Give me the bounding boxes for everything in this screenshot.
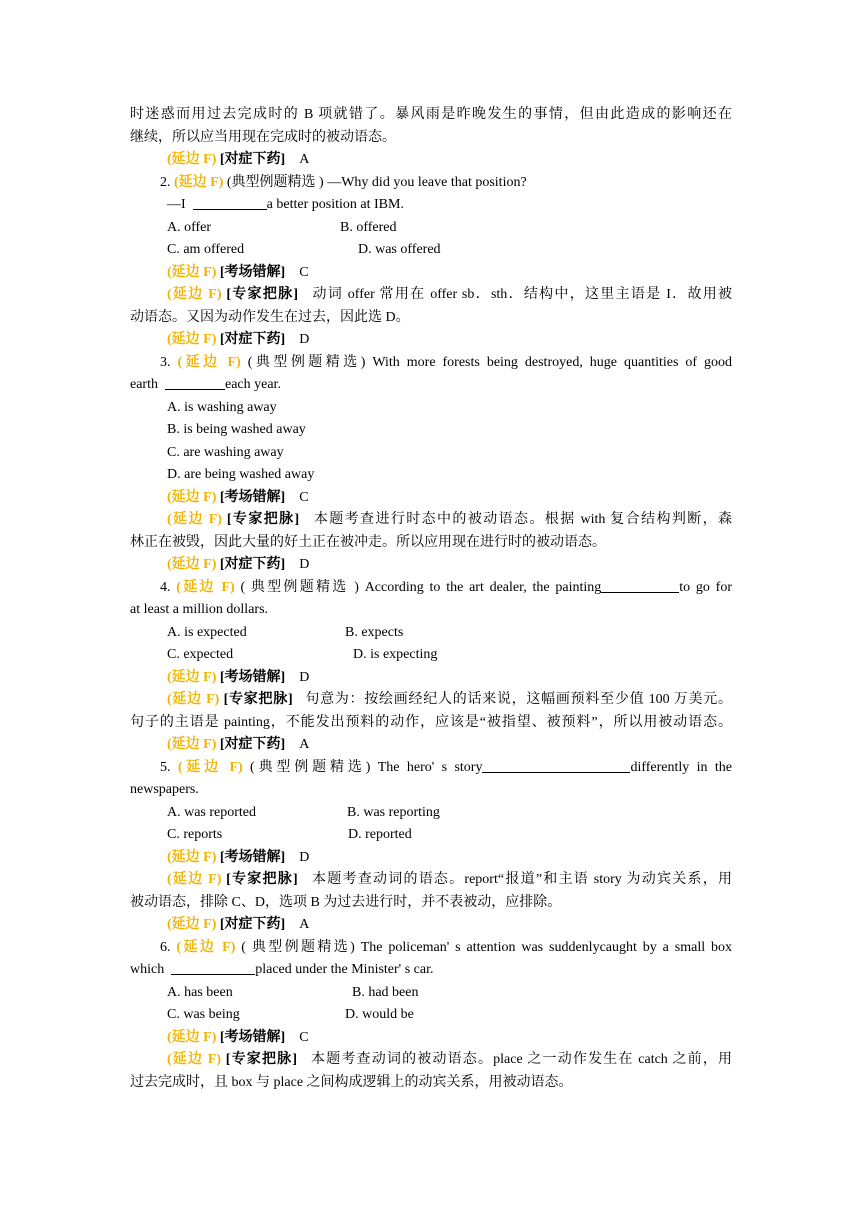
question-number: 3. (160, 354, 171, 370)
source-tag: (延边 F) (167, 669, 217, 685)
question-number: 2. (160, 174, 171, 190)
option-a: A. is washing away (167, 399, 277, 415)
question-2-answer-line (130, 194, 732, 217)
options-row (130, 239, 732, 262)
expert-text: 本题考查动词的被动语态。place 之一动作发生在 catch 之前，用 (311, 1052, 733, 1067)
option-d: D. was offered (358, 242, 441, 257)
source-tag: (延边 F) (167, 849, 217, 865)
expert-label: [专家把脉] (226, 512, 300, 527)
expert-label: [专家把脉] (226, 287, 299, 302)
option-c: C. was being (167, 1007, 240, 1022)
question-text: placed under the Minister' s car. (255, 962, 434, 977)
source-tag: (延边 F) (167, 512, 222, 527)
option-c: C. are washing away (167, 444, 284, 460)
option-c: C. reports (167, 827, 223, 842)
remedy-label: [对症下药] (219, 737, 286, 752)
expert-text: 句意为：按绘画经纪人的话来说，这幅画预料至少值 100 万美元。 (305, 692, 733, 707)
source-tag: (延边 F) (174, 174, 224, 190)
source-tag: (延边 F) (176, 939, 236, 955)
source-tag: (延边 F) (167, 332, 217, 347)
intro-line-2: 继续，所以应当用现在完成时的被动语态。 (130, 129, 396, 145)
option-a: A. has been (167, 984, 233, 1000)
expert-line (130, 689, 732, 712)
option-a: A. was reported (167, 804, 257, 820)
source-tag: (延边 F) (167, 489, 217, 505)
option-d: D. would be (345, 1007, 414, 1022)
option-b: B. is being washed away (167, 422, 306, 437)
source-tag: (延边 F) (167, 264, 217, 280)
question-text: earth (130, 377, 158, 392)
source-tag: (延边 F) (167, 1052, 222, 1067)
option-a: A. is expected (167, 624, 247, 640)
option-b: B. was reporting (347, 804, 440, 820)
remedy-answer: A (299, 152, 310, 167)
option-c: C. am offered (167, 242, 245, 257)
option-b: B. had been (352, 984, 419, 1000)
question-text: With more forests being destroyed, huge quantities of good (372, 354, 733, 370)
option-b: B. offered (340, 219, 397, 235)
expert-line (130, 509, 732, 532)
expert-text-cont: 林正在被毁，因此大量的好土正在被冲走。所以应用现在进行时的被动语态。 (130, 534, 606, 550)
error-line (130, 1027, 732, 1050)
expert-text-cont: 动语态。又因为动作发生在过去，因此选 D。 (130, 309, 410, 325)
question-2 (130, 172, 732, 195)
error-line (130, 847, 732, 870)
remedy-label: [对症下药] (219, 152, 286, 167)
question-text: each year. (224, 377, 281, 392)
error-answer: C (299, 1029, 309, 1045)
intro-remedy (130, 149, 732, 172)
expert-text-cont: 过去完成时，且 box 与 place 之间构成逻辑上的动宾关系，用被动语态。 (130, 1074, 573, 1090)
source-tag: (延边 F) (167, 692, 220, 707)
option-d: D. is expecting (353, 647, 438, 662)
source-tag: (延边 F) (176, 579, 235, 595)
remedy-answer: A (299, 737, 310, 752)
source-tag: (延边 F) (177, 354, 241, 370)
error-line (130, 667, 732, 690)
option-a: A. offer (167, 219, 212, 235)
source-tag: (延边 F) (167, 152, 217, 167)
answer-blank (482, 758, 630, 773)
question-number: 6. (160, 939, 171, 955)
error-label: [考场错解] (219, 264, 286, 280)
error-answer: D (299, 669, 310, 685)
answer-blank (601, 578, 679, 593)
question-4 (130, 577, 732, 600)
remedy-line (130, 734, 732, 757)
remedy-line (130, 914, 732, 937)
document-content (130, 104, 732, 1094)
option-d: D. are being washed away (167, 467, 315, 482)
answer-blank (165, 375, 225, 390)
answer-suffix: a better position at IBM. (266, 197, 404, 212)
question-text: differently in the (630, 759, 732, 775)
question-text: The hero' s story (377, 759, 483, 775)
expert-label: [专家把脉] (226, 872, 298, 887)
error-label: [考场错解] (219, 489, 286, 505)
intro-line-1: 时迷惑而用过去完成时的 B 项就错了。暴风雨是昨晚发生的事情，但由此造成的影响还在 (130, 107, 732, 122)
question-number: 5. (160, 759, 171, 775)
options-row (130, 622, 732, 645)
question-source: (典型例题精选) (247, 354, 366, 370)
question-3 (130, 352, 732, 375)
answer-blank (171, 960, 255, 975)
question-source: ( 典型例题精选) (241, 939, 355, 955)
remedy-label: [对症下药] (219, 557, 286, 572)
options-row (130, 802, 732, 825)
question-6-cont (130, 959, 732, 982)
source-tag: (延边 F) (177, 759, 243, 775)
expert-line (130, 284, 732, 307)
remedy-answer: A (299, 917, 310, 932)
options-row (130, 982, 732, 1005)
question-source: (典型例题精选) (250, 759, 371, 775)
answer-prefix: —I (167, 197, 186, 212)
expert-label: [专家把脉] (223, 692, 293, 707)
expert-line (130, 1049, 732, 1072)
expert-text: 动词 offer 常用在 offer sb．sth．结构中，这里主语是 I．故用被 (312, 287, 733, 302)
error-answer: D (299, 849, 310, 865)
error-line (130, 262, 732, 285)
error-answer: C (299, 489, 309, 505)
question-text: According to the art dealer, the painting (364, 579, 602, 595)
source-tag: (延边 F) (167, 737, 217, 752)
question-3-cont (130, 374, 732, 397)
options-row (130, 217, 732, 240)
question-text: The policeman' s attention was suddenlycaught by a small box (360, 939, 733, 955)
answer-blank (193, 195, 267, 210)
expert-text-cont: 句子的主语是 painting，不能发出预料的动作，应该是“被指望、被预料”，所以用被动语态。 (130, 714, 732, 730)
remedy-line (130, 329, 732, 352)
question-number: 4. (160, 579, 171, 595)
question-6 (130, 937, 732, 960)
question-source: (典型例题精选 ) (226, 174, 324, 190)
error-answer: C (299, 264, 309, 280)
question-5 (130, 757, 732, 780)
question-text: to go for (679, 579, 732, 595)
question-5-cont: newspapers. (130, 782, 199, 797)
options-row (130, 1004, 732, 1027)
expert-text-cont: 被动语态，排除 C、D，选项 B 为过去进行时，并不表被动，应排除。 (130, 894, 562, 910)
expert-label: [专家把脉] (225, 1052, 297, 1067)
option-b: B. expects (345, 624, 404, 640)
source-tag: (延边 F) (167, 287, 222, 302)
question-4-cont: at least a million dollars. (130, 602, 269, 617)
remedy-label: [对症下药] (219, 332, 286, 347)
option-d: D. reported (348, 827, 412, 842)
expert-line (130, 869, 732, 892)
remedy-label: [对症下药] (219, 917, 286, 932)
options-row (130, 824, 732, 847)
source-tag: (延边 F) (167, 917, 217, 932)
remedy-answer: D (299, 332, 310, 347)
remedy-line (130, 554, 732, 577)
source-tag: (延边 F) (167, 557, 217, 572)
error-label: [考场错解] (219, 1029, 286, 1045)
error-label: [考场错解] (219, 849, 286, 865)
expert-text: 本题考查进行时态中的被动语态。根据 with 复合结构判断，森 (313, 512, 733, 527)
question-text: which (130, 962, 165, 977)
question-text: —Why did you leave that position? (327, 174, 527, 190)
error-line (130, 487, 732, 510)
source-tag: (延边 F) (167, 872, 222, 887)
error-label: [考场错解] (219, 669, 286, 685)
options-row (130, 644, 732, 667)
remedy-answer: D (299, 557, 310, 572)
source-tag: (延边 F) (167, 1029, 217, 1045)
expert-text: 本题考查动词的语态。report“报道”和主语 story 为动宾关系，用 (311, 872, 733, 887)
question-source: ( 典型例题精选 ) (240, 579, 359, 595)
option-c: C. expected (167, 647, 234, 662)
